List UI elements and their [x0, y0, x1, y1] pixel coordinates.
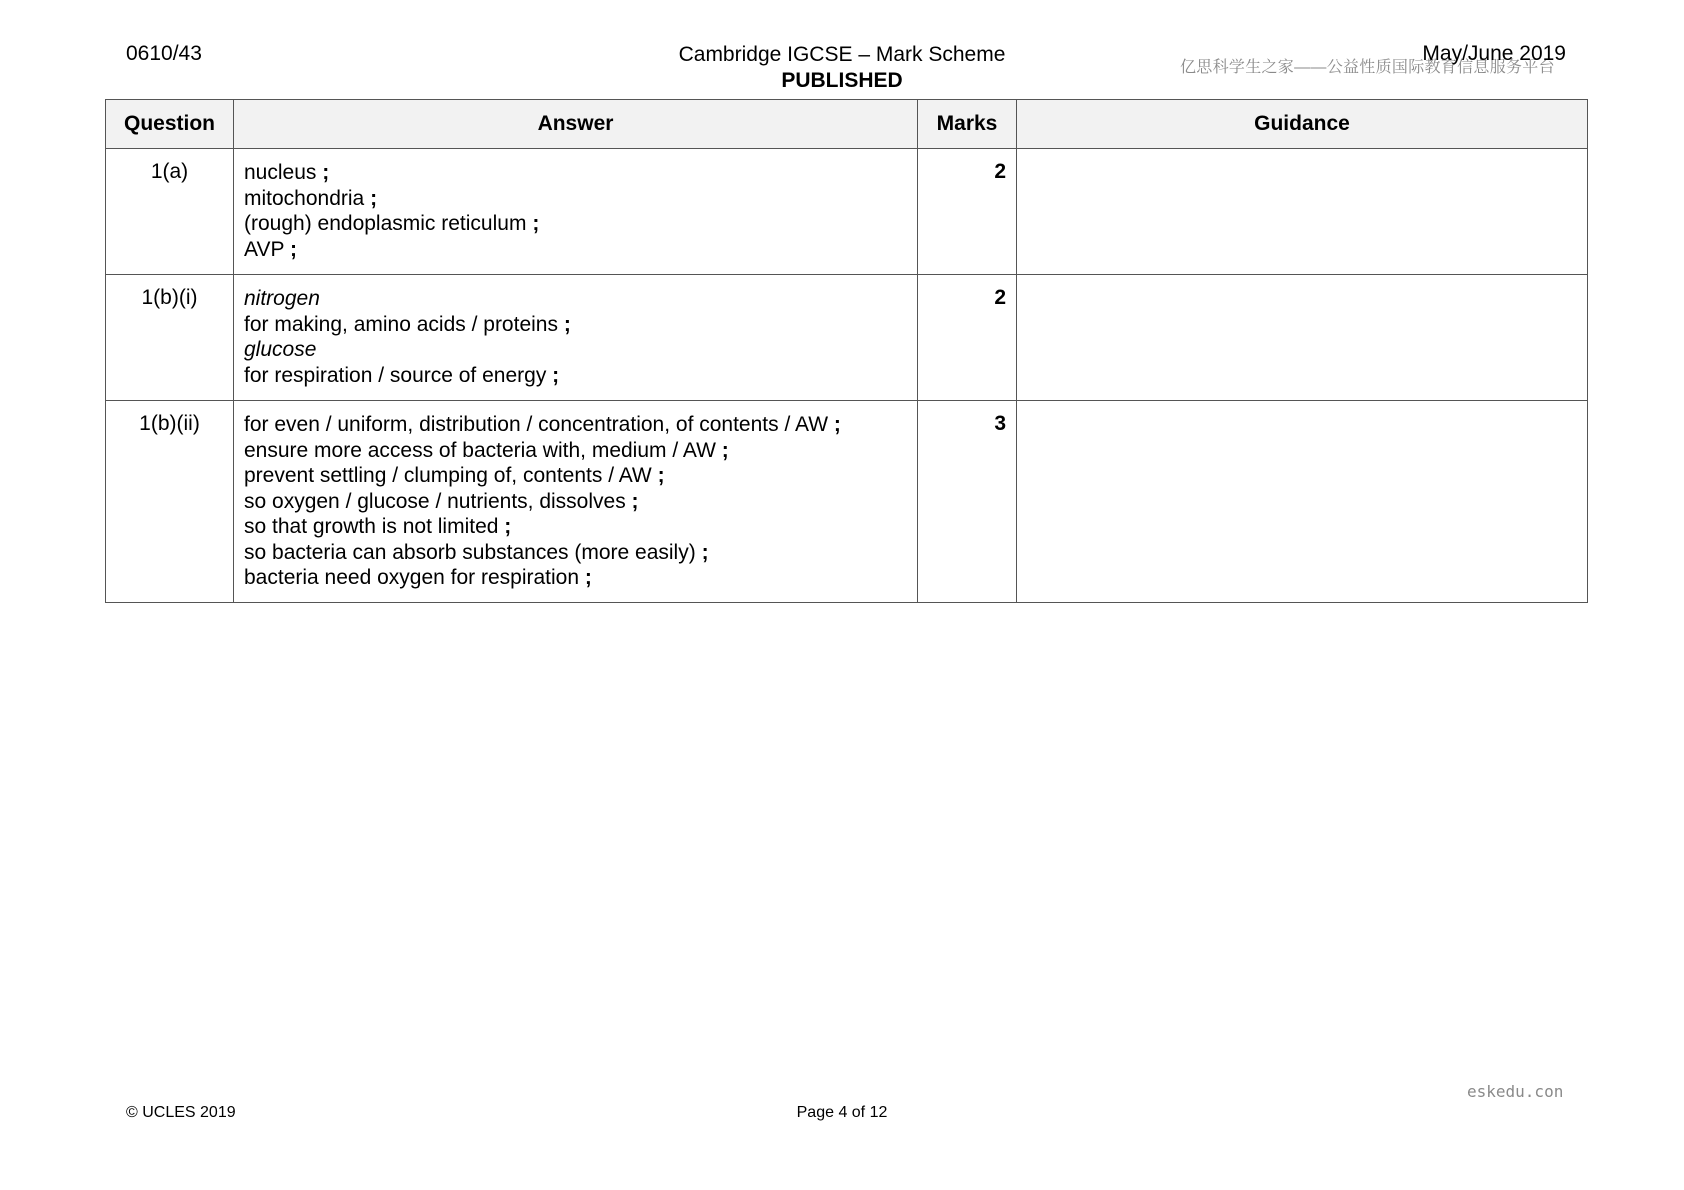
mark-point-separator: ;: [701, 540, 709, 564]
answer-text: bacteria need oxygen for respiration: [244, 566, 580, 589]
question-number: 1(b)(i): [106, 275, 234, 401]
answer-cell: [234, 401, 918, 603]
header-answer: Answer: [234, 100, 918, 149]
document-title: [642, 42, 1042, 94]
answer-line: [244, 438, 907, 464]
watermark-text: 亿思科学生之家——公益性质国际教育信息服务平台: [1180, 59, 1555, 76]
mark-point-separator: ;: [289, 237, 297, 261]
answer-text: for even / uniform, distribution / concentration, of contents / AW: [244, 413, 829, 436]
answer-cell: [234, 149, 918, 275]
published-label: PUBLISHED: [781, 69, 903, 92]
mark-point-separator: ;: [721, 438, 729, 462]
table-header-row: [106, 100, 1588, 149]
answer-text: so that growth is not limited: [244, 515, 499, 538]
answer-text: (rough) endoplasmic reticulum: [244, 212, 527, 235]
answer-line: [244, 363, 907, 389]
answer-text: ensure more access of bacteria with, medium / AW: [244, 438, 716, 462]
table-row: [106, 401, 1588, 603]
answer-text: nitrogen: [244, 287, 320, 310]
watermark-site: eskedu.con: [1467, 1082, 1564, 1101]
question-number: 1(a): [106, 149, 234, 275]
answer-line: [244, 565, 907, 591]
answer-line: [244, 463, 907, 489]
mark-point-separator: ;: [584, 566, 592, 589]
mark-point-separator: ;: [532, 212, 540, 235]
exam-session: May/June 2019: [1422, 42, 1566, 65]
mark-point-separator: ;: [563, 312, 571, 336]
answer-line: [244, 337, 907, 363]
answer-text: glucose: [244, 338, 317, 361]
question-number: 1(b)(ii): [106, 401, 234, 603]
header-marks: Marks: [918, 100, 1017, 149]
mark-point-separator: ;: [370, 186, 378, 210]
mark-point-separator: ;: [833, 413, 841, 436]
answer-line: [244, 489, 907, 515]
guidance-cell: [1017, 275, 1588, 401]
copyright: © UCLES 2019: [126, 1104, 236, 1121]
answer-text: so bacteria can absorb substances (more easily): [244, 540, 696, 564]
marks-value: 3: [918, 401, 1017, 603]
mark-point-separator: ;: [657, 464, 665, 487]
answer-text: nucleus: [244, 161, 317, 184]
answer-line: [244, 237, 907, 263]
header-guidance: Guidance: [1017, 100, 1588, 149]
page-number: Page 4 of 12: [796, 1104, 888, 1121]
mark-point-separator: ;: [631, 489, 639, 513]
marks-value: 2: [918, 149, 1017, 275]
mark-point-separator: ;: [504, 515, 512, 538]
answer-line: [244, 514, 907, 540]
header-question: Question: [106, 100, 234, 149]
answer-text: AVP: [244, 237, 285, 261]
mark-point-separator: ;: [552, 363, 560, 387]
answer-line: [244, 312, 907, 338]
guidance-cell: [1017, 149, 1588, 275]
answer-cell: [234, 275, 918, 401]
answer-line: [244, 186, 907, 212]
table-row: [106, 149, 1588, 275]
mark-point-separator: ;: [322, 161, 330, 184]
mark-scheme-table: [105, 99, 1588, 603]
answer-line: [244, 211, 907, 237]
answer-text: prevent settling / clumping of, contents / AW: [244, 464, 652, 487]
paper-code: 0610/43: [126, 42, 202, 65]
title-text: Cambridge IGCSE – Mark Scheme: [678, 43, 1006, 66]
answer-text: for making, amino acids / proteins: [244, 312, 558, 336]
answer-line: [244, 160, 907, 186]
guidance-cell: [1017, 401, 1588, 603]
table-row: [106, 275, 1588, 401]
answer-text: for respiration / source of energy: [244, 363, 547, 387]
answer-line: [244, 286, 907, 312]
answer-line: [244, 412, 907, 438]
answer-text: so oxygen / glucose / nutrients, dissolves: [244, 489, 626, 513]
marks-value: 2: [918, 275, 1017, 401]
answer-line: [244, 540, 907, 566]
answer-text: mitochondria: [244, 186, 365, 210]
